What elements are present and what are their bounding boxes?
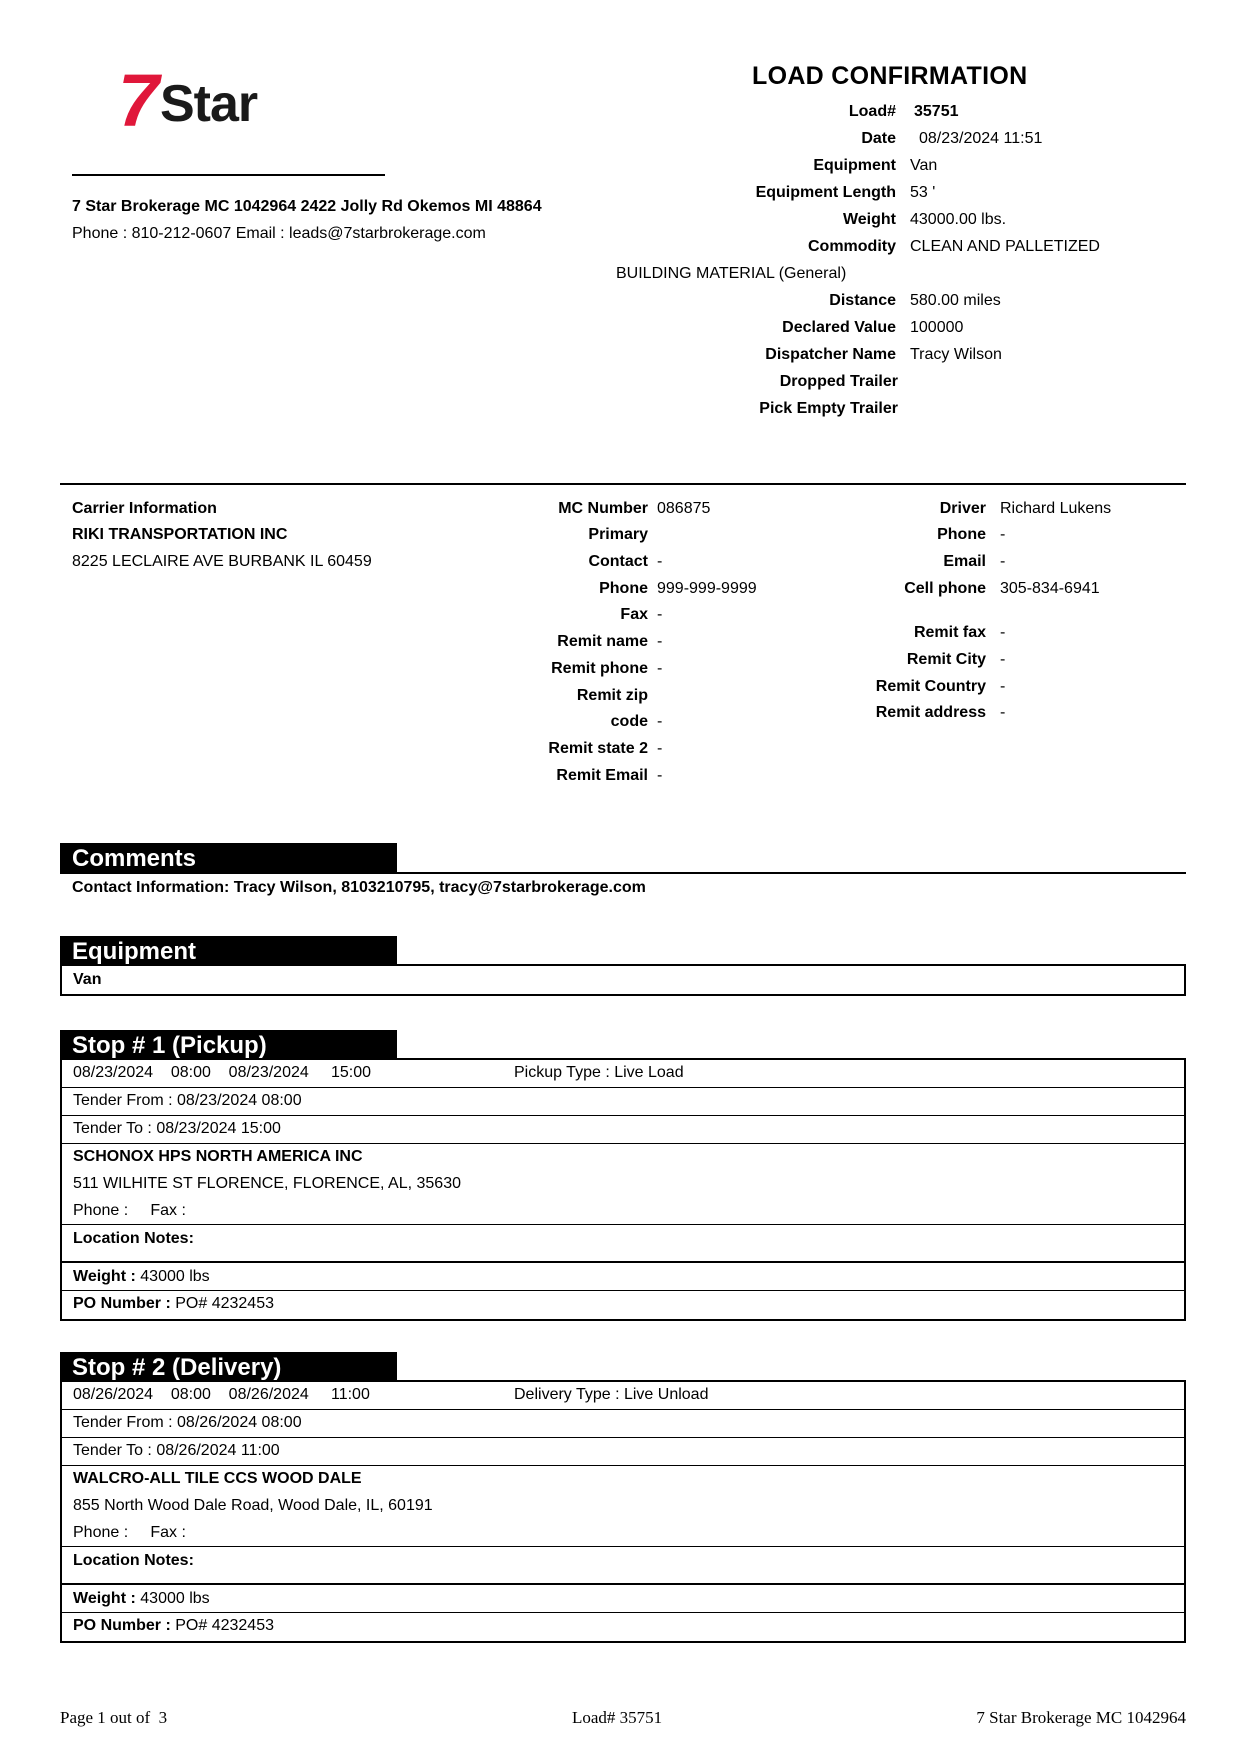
- stop-1-po-value: PO# 4232453: [175, 1295, 274, 1312]
- logo-word: Star: [160, 75, 258, 133]
- stop-2-po-row: [62, 1613, 1184, 1641]
- cell-phone-value: 305-834-6941: [1000, 580, 1100, 597]
- stop-1-type: Pickup Type : Live Load: [514, 1064, 684, 1081]
- stop-1-tender-from-row: [62, 1088, 1184, 1116]
- dispatcher-value: Tracy Wilson: [910, 346, 1002, 363]
- remit-phone-label: Remit phone: [551, 660, 648, 677]
- carrier-address: 8225 LECLAIRE AVE BURBANK IL 60459: [72, 553, 372, 570]
- remit-phone-value: -: [657, 660, 663, 677]
- fax-value: -: [657, 606, 663, 623]
- equipment-box: [60, 964, 1186, 996]
- equipment-value: Van: [910, 157, 938, 174]
- stop-2-po-value: PO# 4232453: [175, 1617, 274, 1634]
- equipment-length-label: Equipment Length: [755, 184, 896, 201]
- equipment-label: Equipment: [813, 157, 896, 174]
- driver-label: Driver: [939, 500, 986, 517]
- comments-text: Contact Information: Tracy Wilson, 8103210795, tracy@7starbrokerage.com: [72, 879, 646, 896]
- weight-label: Weight: [842, 211, 896, 228]
- driver-phone-value: -: [1000, 526, 1006, 543]
- company-contact: Phone : 810-212-0607 Email : leads@7starbrokerage.com: [72, 225, 486, 242]
- pick-empty-trailer-label: Pick Empty Trailer: [759, 400, 898, 417]
- primary-label: Primary: [588, 526, 648, 543]
- dropped-trailer-label: Dropped Trailer: [779, 373, 898, 390]
- stop-2-heading: Stop # 2 (Delivery): [60, 1352, 397, 1382]
- remit-fax-value: -: [1000, 624, 1006, 641]
- stop-1-tender-to-row: [62, 1116, 1184, 1144]
- carrier-heading: Carrier Information: [72, 500, 217, 517]
- contact-value: -: [657, 553, 663, 570]
- stop-2-tender-from-row: [62, 1410, 1184, 1438]
- logo-number: 7: [118, 59, 160, 142]
- carrier-divider: [60, 483, 1186, 485]
- stop-2-weight-label: Weight :: [73, 1590, 136, 1607]
- stop-2-box: [60, 1380, 1186, 1643]
- stop-2-facility-block: [62, 1466, 1184, 1547]
- commodity-row: [0, 234, 1240, 260]
- footer-page: Page 1 out of 3: [60, 1708, 168, 1727]
- remit-name-label: Remit name: [557, 633, 648, 650]
- page-title: LOAD CONFIRMATION: [752, 62, 1028, 90]
- mc-number-label: MC Number: [558, 500, 648, 517]
- fax-label: Fax: [620, 606, 648, 623]
- load-number-row: [0, 99, 1240, 125]
- cell-phone-label: Cell phone: [904, 580, 986, 597]
- distance-row: [0, 288, 1240, 314]
- commodity-continued: BUILDING MATERIAL (General): [616, 265, 847, 282]
- load-number-label: Load#: [848, 103, 896, 120]
- declared-value-label: Declared Value: [782, 319, 896, 336]
- stop-2-po-label: PO Number :: [73, 1617, 171, 1634]
- remit-city-label: Remit City: [906, 651, 986, 668]
- weight-value: 43000.00 lbs.: [910, 211, 1007, 228]
- mc-number-value: 086875: [657, 500, 711, 517]
- remit-state-value: -: [657, 740, 663, 757]
- distance-value: 580.00 miles: [910, 292, 1001, 309]
- remit-country-label: Remit Country: [875, 678, 986, 695]
- remit-address-label: Remit address: [875, 704, 986, 721]
- equipment-length-value: 53 ': [910, 184, 936, 201]
- stop-2-notes-row: [62, 1547, 1184, 1585]
- equipment-heading: Equipment: [60, 936, 397, 966]
- stop-1-weight-value: 43000 lbs: [140, 1268, 210, 1285]
- equipment-length-row: [0, 180, 1240, 206]
- declared-value-row: [0, 315, 1240, 341]
- remit-address-value: -: [1000, 704, 1006, 721]
- stop-2-notes-label: Location Notes:: [73, 1552, 194, 1569]
- dropped-trailer-row: [0, 369, 1240, 395]
- stop-1-dates-row: [62, 1060, 1184, 1088]
- carrier-name: RIKI TRANSPORTATION INC: [72, 526, 288, 543]
- stop-2-weight-row: [62, 1585, 1184, 1613]
- stop-2-tender-from: Tender From : 08/26/2024 08:00: [73, 1414, 302, 1431]
- stop-2-dates-row: [62, 1382, 1184, 1410]
- stop-2-tender-to: Tender To : 08/26/2024 11:00: [73, 1442, 280, 1459]
- stop-1-notes-row: [62, 1225, 1184, 1263]
- footer-company: 7 Star Brokerage MC 1042964: [976, 1708, 1186, 1727]
- declared-value-value: 100000: [910, 319, 964, 336]
- dispatcher-row: [0, 342, 1240, 368]
- stop-2-dates: 08/26/2024 08:00 08/26/2024 11:00: [73, 1386, 370, 1403]
- remit-email-label: Remit Email: [556, 767, 648, 784]
- comments-heading: Comments: [60, 843, 397, 873]
- stop-2-address: 855 North Wood Dale Road, Wood Dale, IL, 60191: [73, 1497, 433, 1514]
- commodity-value: CLEAN AND PALLETIZED: [910, 238, 1100, 255]
- stop-1-tender-to: Tender To : 08/23/2024 15:00: [73, 1120, 281, 1137]
- footer-load: Load# 35751: [572, 1708, 663, 1727]
- stop-1-facility: SCHONOX HPS NORTH AMERICA INC: [73, 1148, 363, 1165]
- driver-email-value: -: [1000, 553, 1006, 570]
- weight-row: [0, 207, 1240, 233]
- dispatcher-label: Dispatcher Name: [765, 346, 896, 363]
- stop-2-tender-to-row: [62, 1438, 1184, 1466]
- stop-1-dates: 08/23/2024 08:00 08/23/2024 15:00: [73, 1064, 372, 1081]
- commodity-label: Commodity: [808, 238, 896, 255]
- stop-1-heading: Stop # 1 (Pickup): [60, 1030, 397, 1060]
- date-row: [0, 126, 1240, 152]
- company-info: 7 Star Brokerage MC 1042964 2422 Jolly Rd Okemos MI 48864: [72, 198, 542, 215]
- pick-empty-trailer-row: [0, 396, 1240, 422]
- equipment-row: [0, 153, 1240, 179]
- stop-2-phone-fax: Phone : Fax :: [73, 1524, 186, 1541]
- stop-1-po-row: [62, 1291, 1184, 1319]
- remit-zip-value: -: [657, 713, 663, 730]
- stop-2-type: Delivery Type : Live Unload: [514, 1386, 709, 1403]
- comments-divider: [60, 872, 1186, 874]
- carrier-phone-value: 999-999-9999: [657, 580, 757, 597]
- load-number-value: 35751: [914, 103, 959, 120]
- equipment-box-value: Van: [73, 971, 102, 988]
- stop-1-po-label: PO Number :: [73, 1295, 171, 1312]
- remit-state-label: Remit state 2: [548, 740, 648, 757]
- driver-value: Richard Lukens: [1000, 500, 1112, 517]
- driver-phone-label: Phone: [937, 526, 986, 543]
- stop-1-notes-label: Location Notes:: [73, 1230, 194, 1247]
- distance-label: Distance: [829, 292, 896, 309]
- remit-zip-label-cont: code: [610, 713, 648, 730]
- remit-fax-label: Remit fax: [913, 624, 986, 641]
- remit-email-value: -: [657, 767, 663, 784]
- stop-2-weight-value: 43000 lbs: [140, 1590, 210, 1607]
- stop-1-weight-label: Weight :: [73, 1268, 136, 1285]
- remit-name-value: -: [657, 633, 663, 650]
- stop-1-tender-from: Tender From : 08/23/2024 08:00: [73, 1092, 302, 1109]
- date-label: Date: [861, 130, 896, 147]
- stop-1-weight-row: [62, 1263, 1184, 1291]
- stop-1-facility-block: [62, 1144, 1184, 1225]
- remit-country-value: -: [1000, 678, 1006, 695]
- stop-1-address: 511 WILHITE ST FLORENCE, FLORENCE, AL, 35630: [73, 1175, 461, 1192]
- contact-label: Contact: [588, 553, 648, 570]
- driver-email-label: Email: [943, 553, 986, 570]
- date-value: 08/23/2024 11:51: [919, 130, 1043, 147]
- remit-zip-label: Remit zip: [576, 687, 648, 704]
- remit-city-value: -: [1000, 651, 1006, 668]
- stop-1-box: [60, 1058, 1186, 1321]
- carrier-phone-label: Phone: [599, 580, 648, 597]
- stop-2-facility: WALCRO-ALL TILE CCS WOOD DALE: [73, 1470, 362, 1487]
- stop-1-phone-fax: Phone : Fax :: [73, 1202, 186, 1219]
